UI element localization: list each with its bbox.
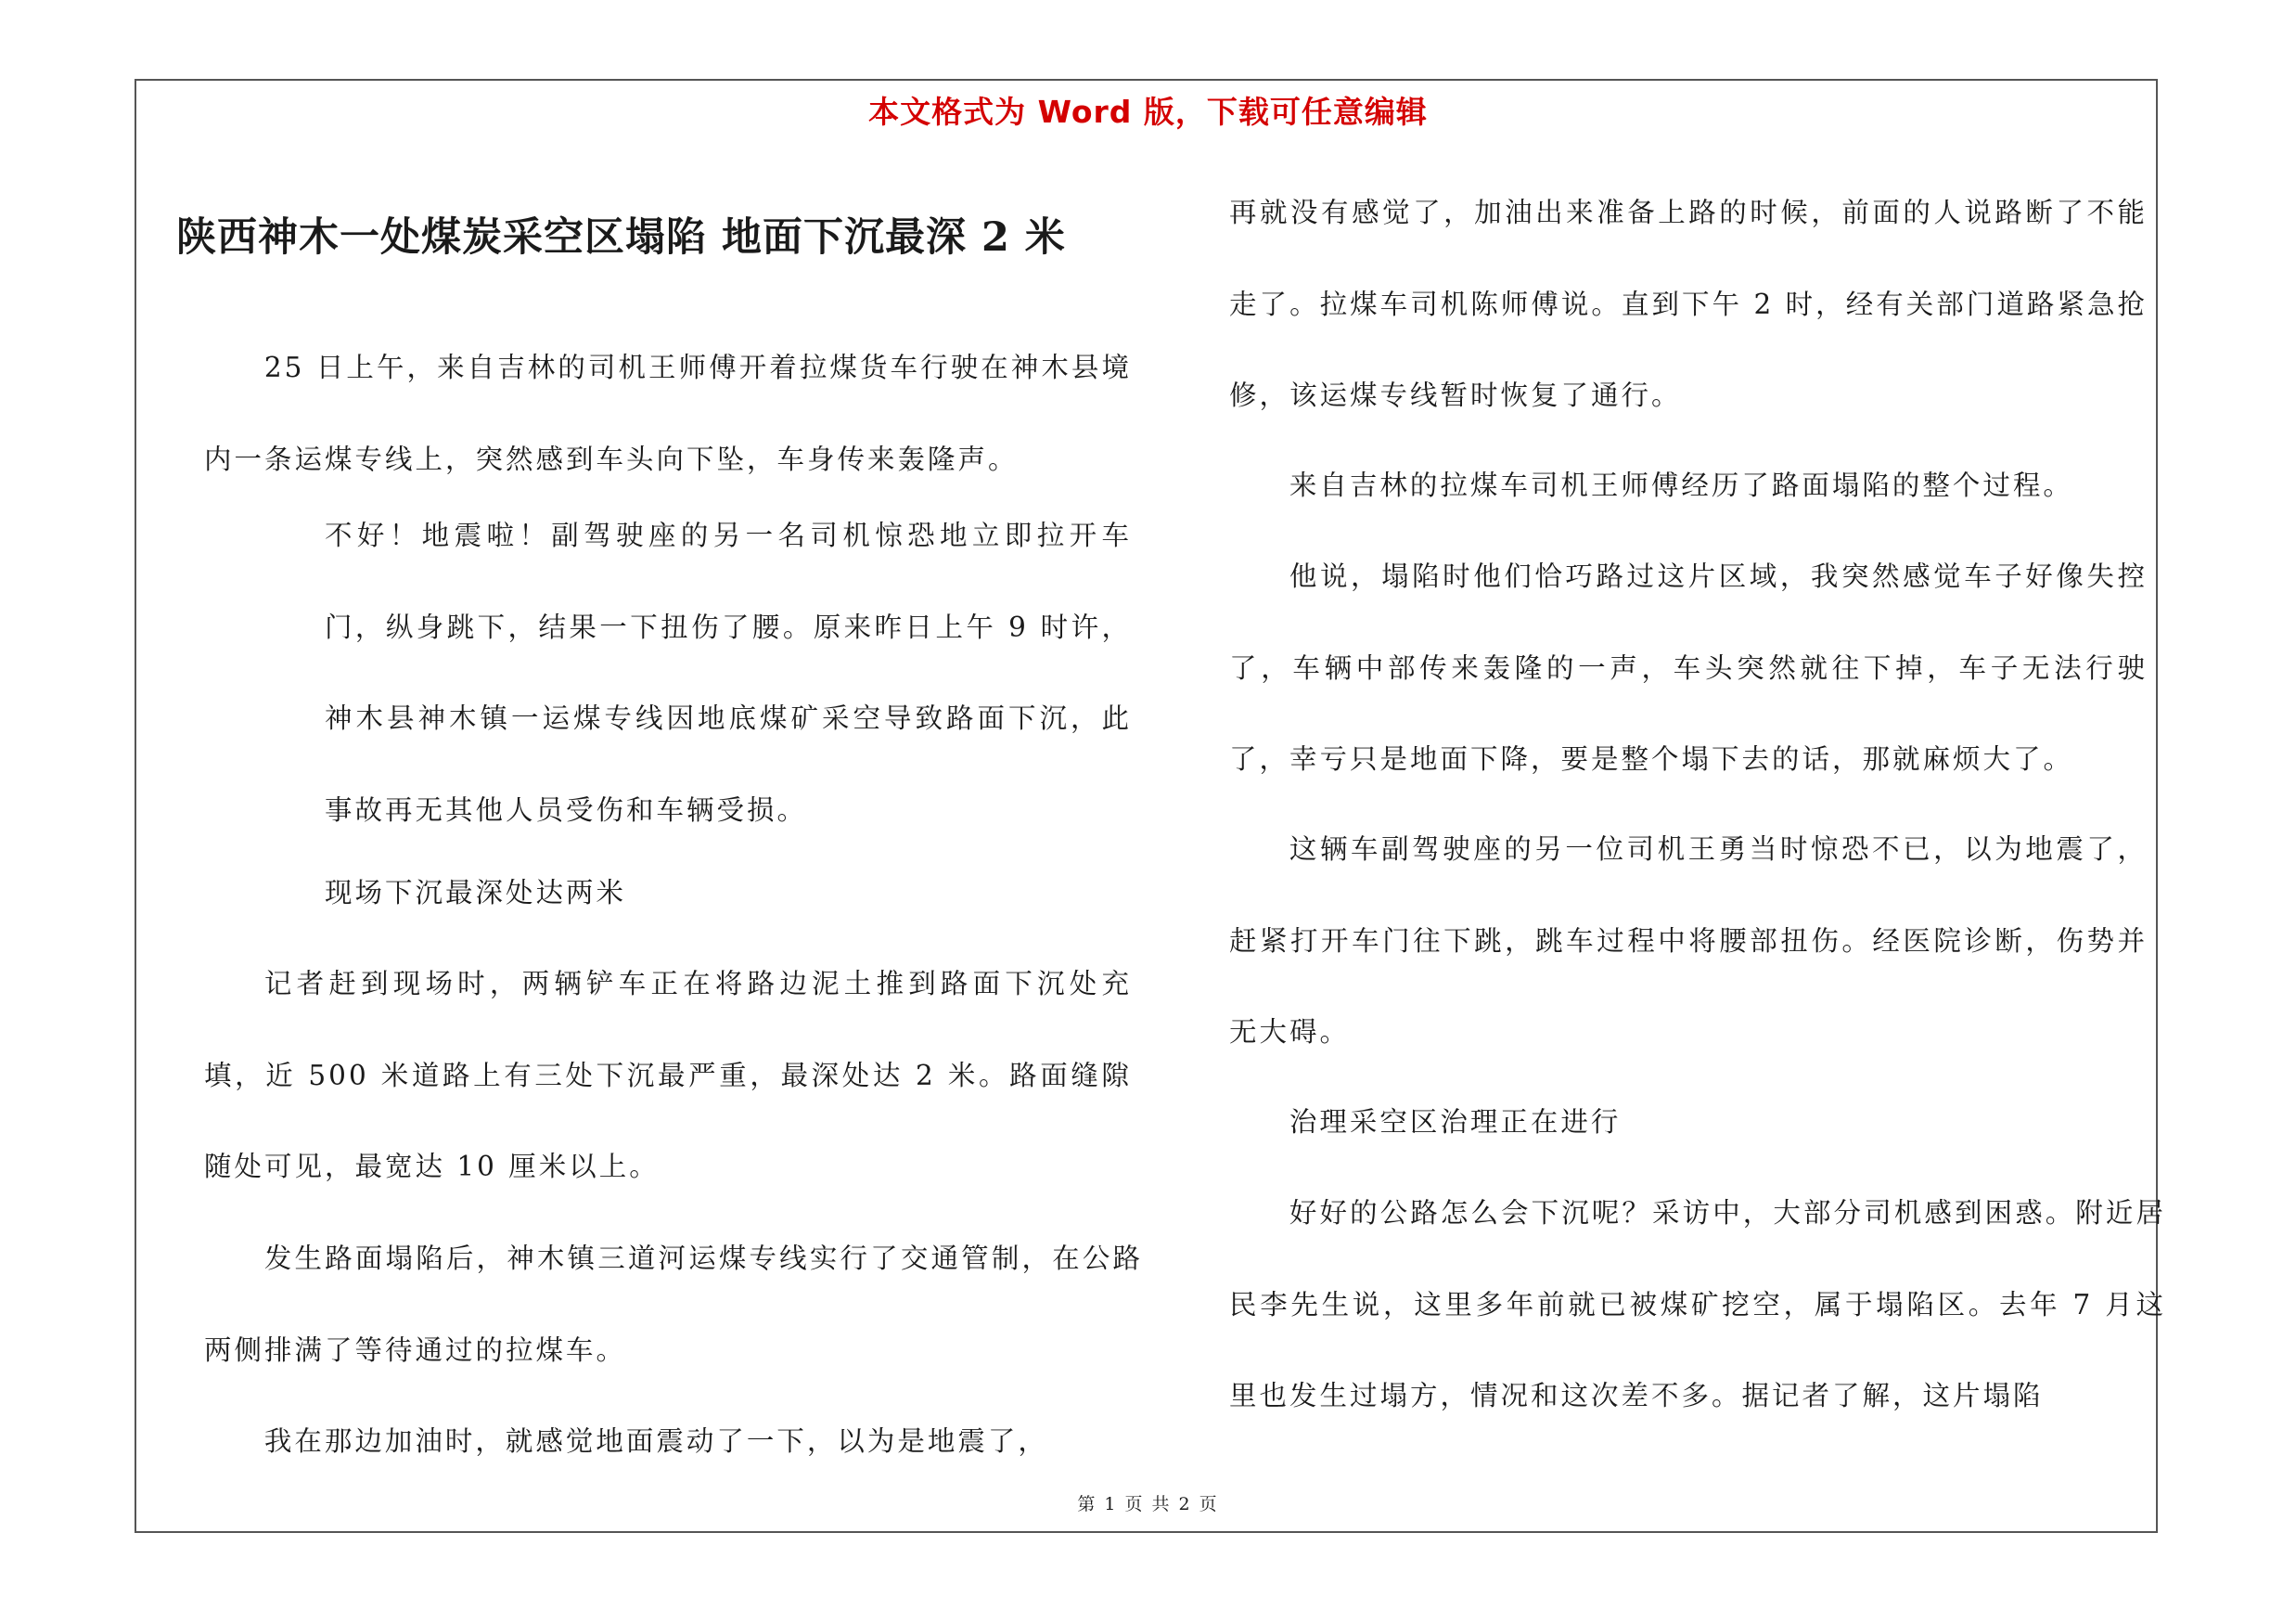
paragraph: 再就没有感觉了，加油出来准备上路的时候，前面的人说路断了不能走了。拉煤车司机陈师傅说。直到下午 2 时，经有关部门道路紧急抢修，该运煤专线暂时恢复了通行。 bbox=[1229, 197, 2148, 411]
section-heading: 治理采空区治理正在进行 bbox=[1289, 1106, 1622, 1138]
paragraph: 好好的公路怎么会下沉呢？采访中，大部分司机感到困惑。附近居民李先生说，这里多年前就已被煤矿挖空，属于塌陷区。去年 7 月这里也发生过塌方，情况和这次差不多。据记者了解，这片塌陷 bbox=[1229, 1197, 2166, 1411]
paragraph: 这辆车副驾驶座的另一位司机王勇当时惊恐不已，以为地震了，赶紧打开车门往下跳，跳车过程中将腰部扭伤。经医院诊断，伤势并无大碍。 bbox=[1229, 833, 2148, 1048]
format-banner: 本文格式为 Word 版，下载可任意编辑 bbox=[868, 94, 1428, 130]
paragraph-text: 不好！地震啦！副驾驶座的另一名司机惊恐地立即拉开车门，纵身跳下，结果一下扭伤了腰。原来昨日上午 9 时许，神木县神木镇一运煤专线因地底煤矿采空导致路面下沉，此事故再无其他人员受伤和车辆受损。 bbox=[325, 520, 1132, 826]
paragraph: 来自吉林的拉煤车司机王师傅经历了路面塌陷的整个过程。 bbox=[1289, 470, 2073, 501]
paragraph: 记者赶到现场时，两辆铲车正在将路边泥土推到路面下沉处充填，近 500 米道路上有三处下沉最严重，最深处达 2 米。路面缝隙随处可见，最宽达 10 厘米以上。 bbox=[204, 968, 1132, 1182]
paragraph: 他说，塌陷时他们恰巧路过这片区域，我突然感觉车子好像失控了，车辆中部传来轰隆的一声，车头突然就往下掉，车子无法行驶了，幸亏只是地面下降，要是整个塌下去的话，那就麻烦大了。 bbox=[1229, 560, 2148, 775]
paragraph: 发生路面塌陷后，神木镇三道河运煤专线实行了交通管制，在公路两侧排满了等待通过的拉煤车。 bbox=[204, 1243, 1143, 1366]
section-heading: 现场下沉最深处达两米 bbox=[325, 877, 627, 908]
paragraph bbox=[204, 490, 1132, 856]
paragraph: 25 日上午，来自吉林的司机王师傅开着拉煤货车行驶在神木县境内一条运煤专线上，突然感到车头向下坠，车身传来轰隆声。 bbox=[204, 352, 1132, 475]
paragraph: 我在那边加油时，就感觉地面震动了一下，以为是地震了， bbox=[263, 1425, 1048, 1457]
page-number: 第 1 页 共 2 页 bbox=[1077, 1494, 1219, 1514]
article-title: 陕西神木一处煤炭采空区塌陷 地面下沉最深 2 米 bbox=[176, 214, 1066, 261]
